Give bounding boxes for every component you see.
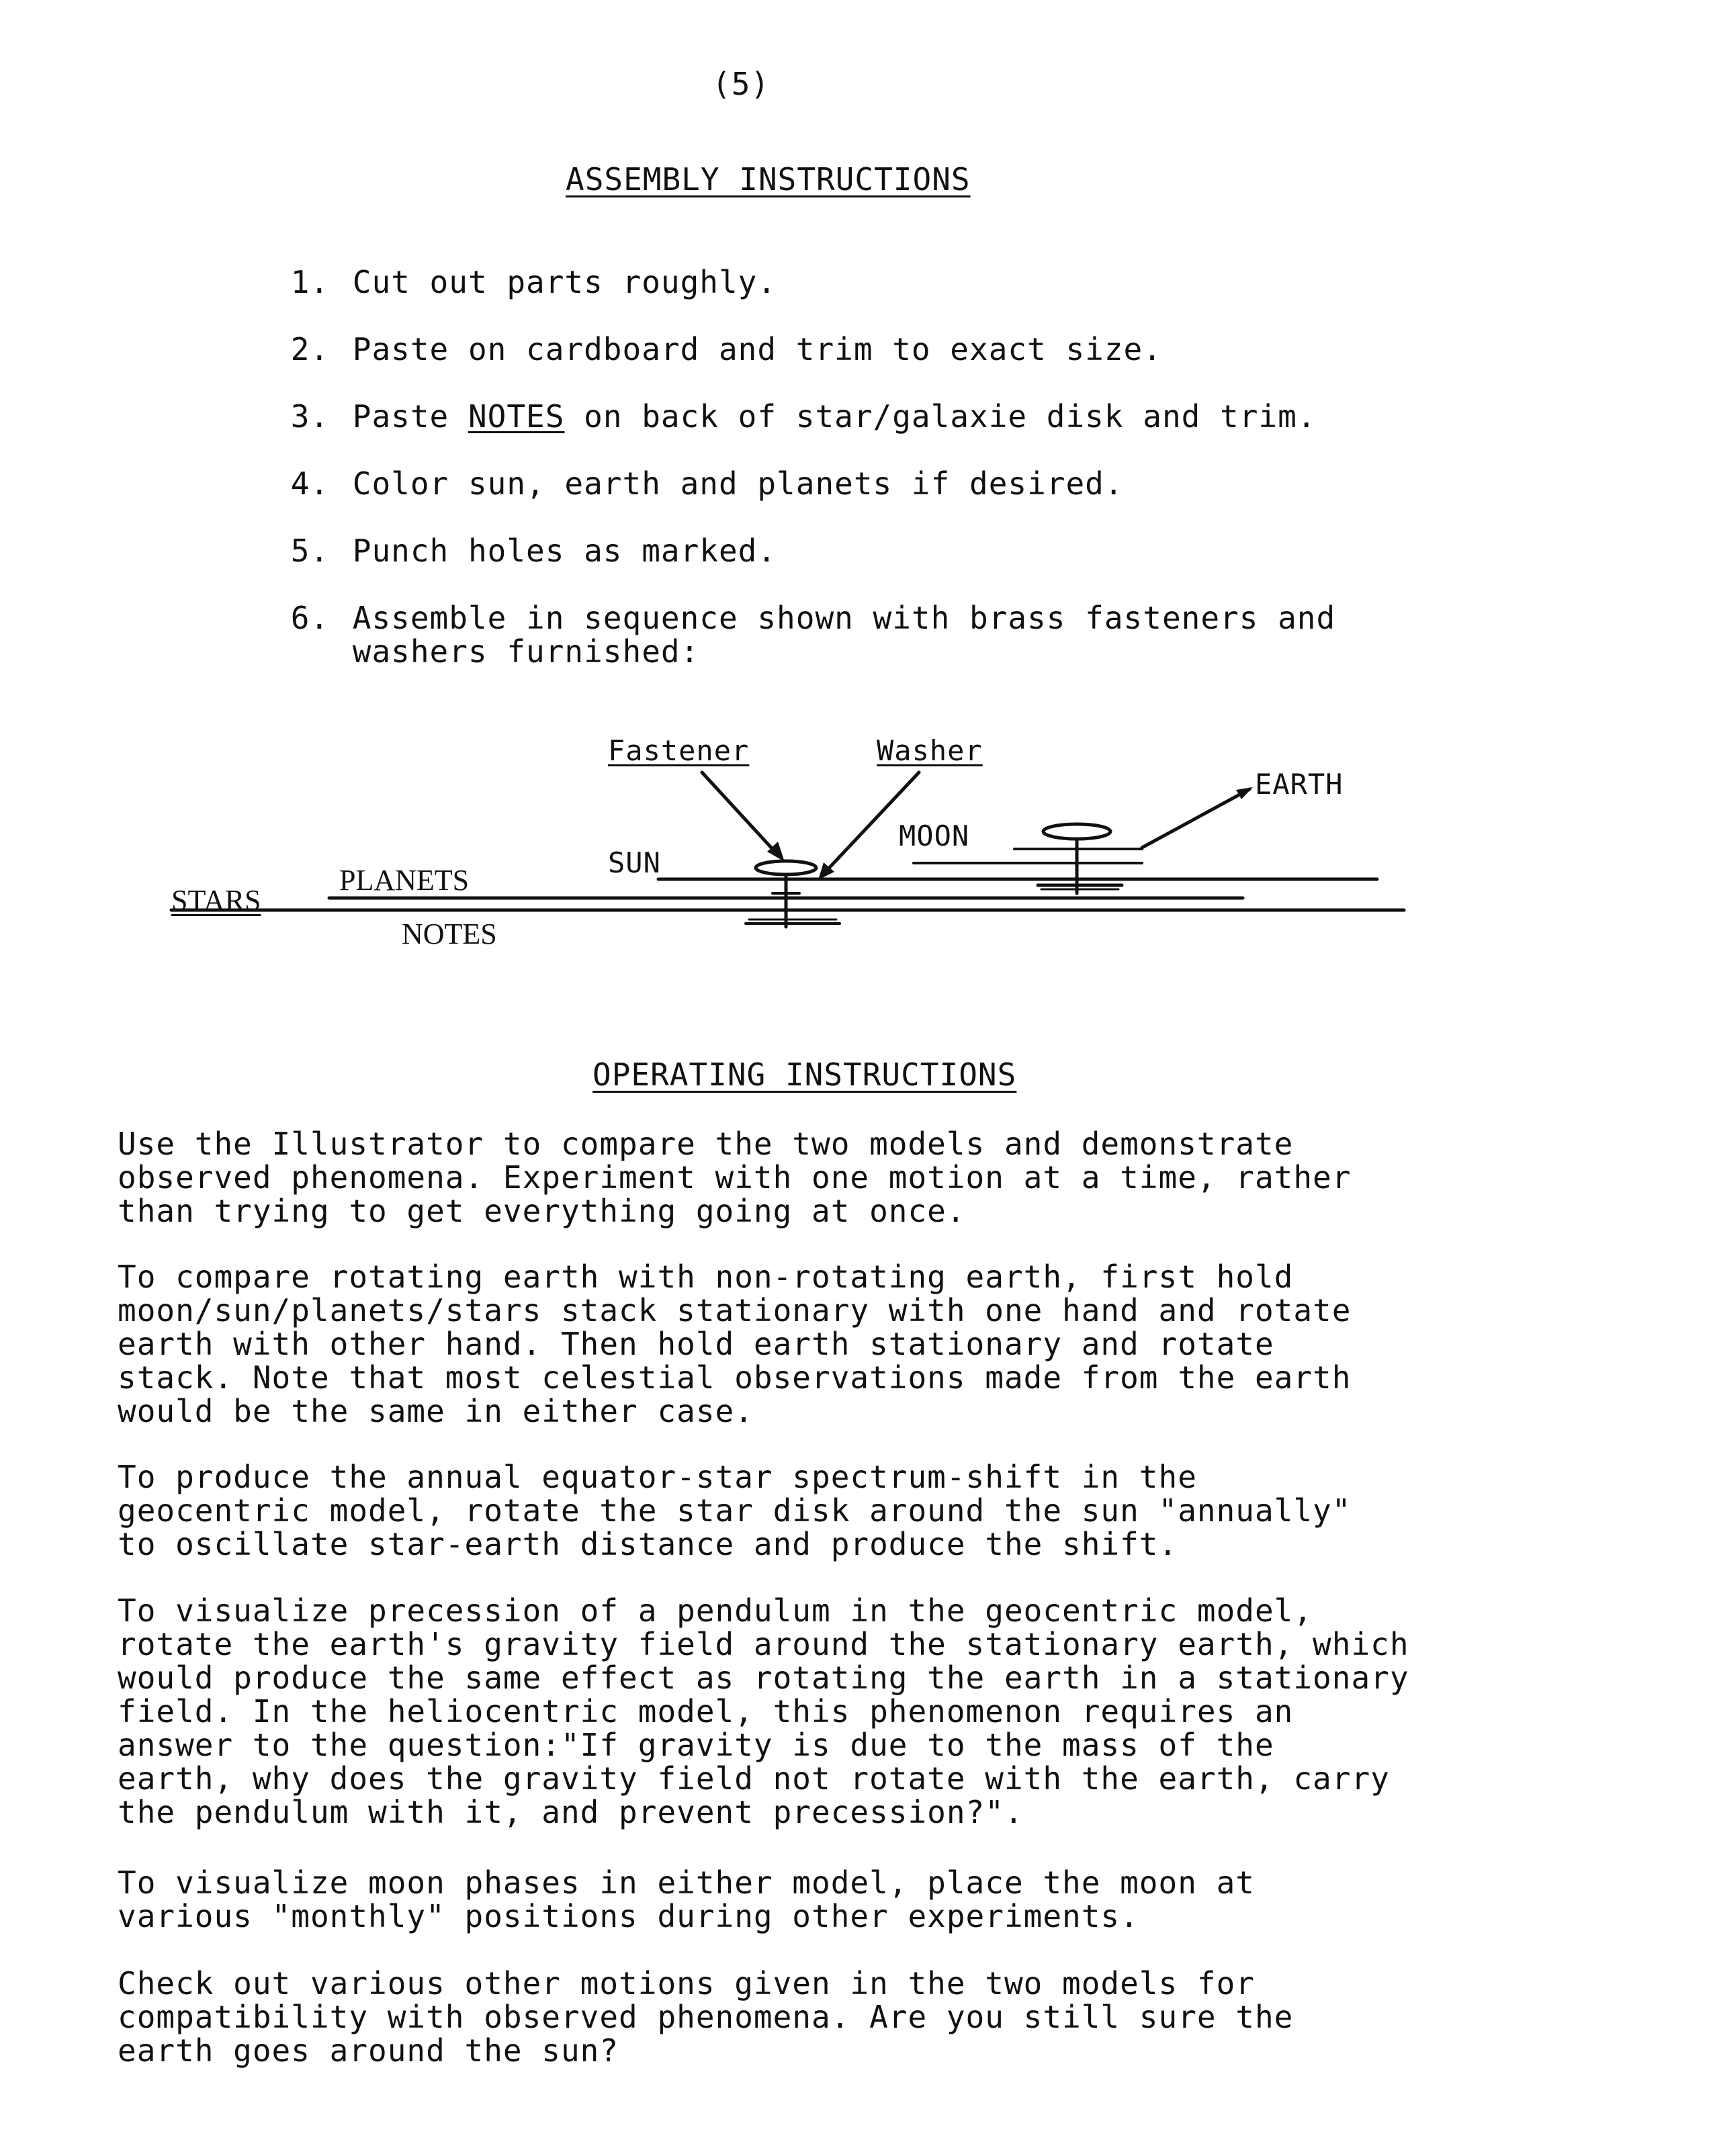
washer-label: Washer [877, 734, 983, 767]
operating-paragraph: To produce the annual equator-star spectrum-shift in the geocentric model, rotate the star disk around the sun "annually" to oscillate star-earth distance and produce the shift. [118, 1459, 1352, 1562]
step-text: Paste on cardboard and trim to exact size. [352, 331, 1162, 367]
step-text: Punch holes as marked. [352, 533, 777, 569]
page-number: (5) [712, 66, 771, 102]
step-text-post: on back of star/galaxie disk and trim. [564, 398, 1317, 435]
operating-paragraph: Use the Illustrator to compare the two models and demonstrate observed phenomena. Experiment with one motion at a time, rather than trying to get everything going at once. [118, 1126, 1352, 1229]
fastener-pointer [702, 772, 779, 856]
planets-label: PLANETS [339, 864, 470, 897]
step-number: 5. [290, 533, 330, 569]
step-number: 3. [290, 398, 330, 435]
sun-washer [756, 861, 816, 874]
earth-pointer [1142, 789, 1249, 848]
step-text-pre: Paste [352, 398, 468, 435]
step-number: 4. [290, 465, 330, 502]
earth-label: EARTH [1255, 768, 1344, 801]
step-text: Color sun, earth and planets if desired. [352, 465, 1124, 502]
step-number: 2. [290, 331, 330, 367]
operating-heading: OPERATING INSTRUCTIONS [592, 1057, 1017, 1093]
assembly-heading: ASSEMBLY INSTRUCTIONS [566, 161, 971, 197]
fastener-label: Fastener [608, 734, 750, 767]
operating-paragraph: To visualize precession of a pendulum in the geocentric model, rotate the earth's gravity field around the stationary earth, which would produce the same effect as rotating the earth in a stationary field. In the heliocentric model, this phenomenon requires an answer to the question:"If gravity is due to the mass of the earth, why does the gravity field not rotate with the earth, carry the pendulum with it, and prevent precession?". [118, 1592, 1409, 1830]
step-text: Cut out parts roughly. [352, 264, 777, 300]
notes-label: NOTES [402, 917, 497, 950]
assembly-diagram [0, 0, 1713, 1007]
notes-underlined: NOTES [468, 398, 565, 435]
sun-label: SUN [608, 846, 661, 879]
operating-paragraph: Check out various other motions given in the two models for compatibility with observed phenomena. Are you still sure the earth goes around the sun? [118, 1965, 1294, 2069]
earth-washer [1043, 824, 1110, 839]
step-number: 1. [290, 264, 330, 300]
step-text: Assemble in sequence shown with brass fasteners and washers furnished: [352, 600, 1336, 670]
operating-paragraph: To compare rotating earth with non-rotating earth, first hold moon/sun/planets/stars stack stationary with one hand and rotate earth with other hand. Then hold earth stationary and rotate stack. Note that most celestial observations made from the earth would be the same in either case. [118, 1259, 1352, 1429]
operating-paragraph: To visualize moon phases in either model, place the moon at various "monthly" positions during other experiments. [118, 1865, 1255, 1934]
step-number: 6. [290, 600, 330, 636]
stars-label: STARS [171, 884, 261, 917]
moon-label: MOON [899, 819, 970, 852]
